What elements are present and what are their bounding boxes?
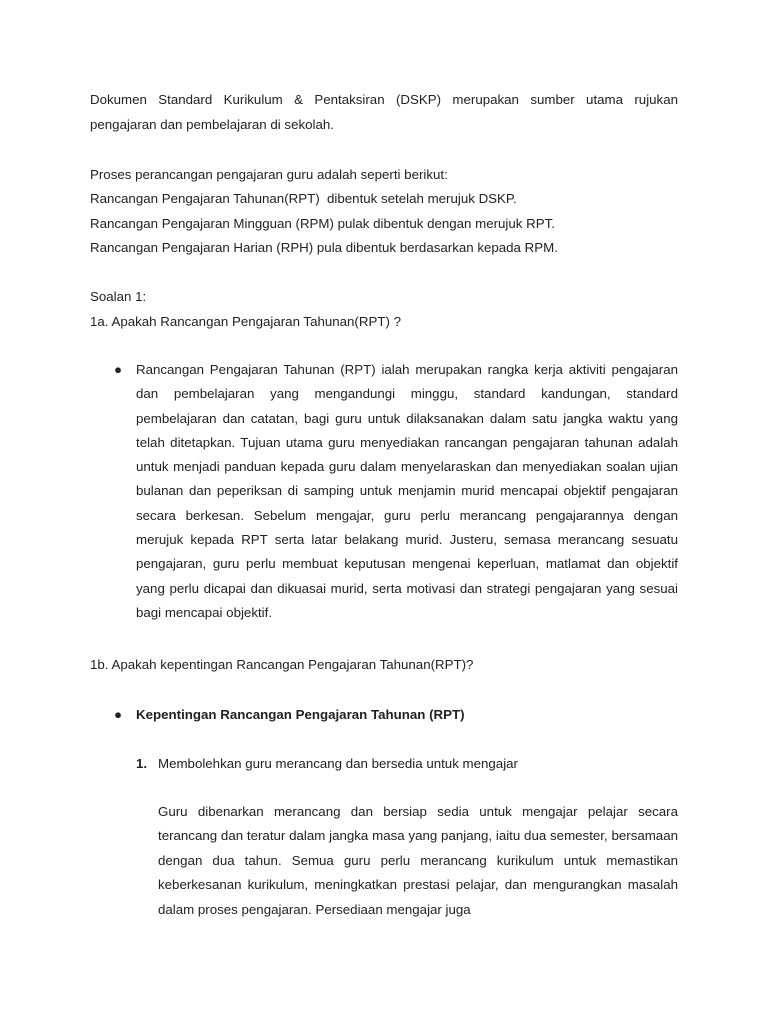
- point-number: 1.: [136, 756, 148, 771]
- process-rph-line: Rancangan Pengajaran Harian (RPH) pula dibentuk berdasarkan kepada RPM.: [90, 240, 558, 255]
- bullet-icon: ●: [114, 707, 123, 722]
- question-1b: 1b. Apakah kepentingan Rancangan Pengajaran Tahunan(RPT)?: [90, 657, 474, 672]
- point-1-body: Guru dibenarkan merancang dan bersiap sedia untuk mengajar pelajar secara terancang dan teratur dalam jangka masa yang panjang, iaitu dua semester, bersamaan dengan dua tahun. Semua guru perlu merancang kurikulum untuk memastikan keberkesanan kurikulum, meningkatkan prestasi pelajar, dan mengurangkan masalah dalam proses pengajaran. Persediaan mengajar juga: [158, 804, 678, 917]
- question-label: Soalan 1:: [90, 289, 147, 304]
- process-rpm-line: Rancangan Pengajaran Mingguan (RPM) pulak dibentuk dengan merujuk RPT.: [90, 216, 555, 231]
- importance-heading: Kepentingan Rancangan Pengajaran Tahunan (RPT): [136, 707, 465, 722]
- process-rpt-line: Rancangan Pengajaran Tahunan(RPT) dibentuk setelah merujuk DSKP.: [90, 191, 517, 206]
- process-heading: Proses perancangan pengajaran guru adalah seperti berikut:: [90, 167, 448, 182]
- intro-paragraph: Dokumen Standard Kurikulum & Pentaksiran (DSKP) merupakan sumber utama rujukan pengajaran dan pembelajaran di sekolah.: [90, 92, 678, 132]
- bullet-icon: ●: [114, 362, 123, 377]
- question-1a: 1a. Apakah Rancangan Pengajaran Tahunan(RPT) ?: [90, 314, 401, 329]
- point-1-title: Membolehkan guru merancang dan bersedia untuk mengajar: [158, 756, 518, 771]
- answer-1a-paragraph: Rancangan Pengajaran Tahunan (RPT) ialah merupakan rangka kerja aktiviti pengajaran dan pembelajaran yang mengandungi minggu, standard kandungan, standard pembelajaran dan catatan, bagi guru untuk dilaksanakan dalam satu jangka waktu yang telah ditetapkan. Tujuan utama guru menyediakan rancangan pengajaran tahunan adalah untuk menjadi panduan kepada guru dalam menyelaraskan dan menyediakan soalan ujian bulanan dan peperiksan di samping untuk menjamin murid mencapai objektif pengajaran secara berkesan. Sebelum mengajar, guru perlu merancang pengajarannya dengan merujuk kepada RPT serta latar belakang murid. Justeru, semasa merancang sesuatu pengajaran, guru perlu membuat keputusan mengenai keperluan, matlamat dan objektif yang perlu dicapai dan dikuasai murid, serta motivasi dan strategi pengajaran yang sesuai bagi mencapai objektif.: [136, 362, 678, 620]
